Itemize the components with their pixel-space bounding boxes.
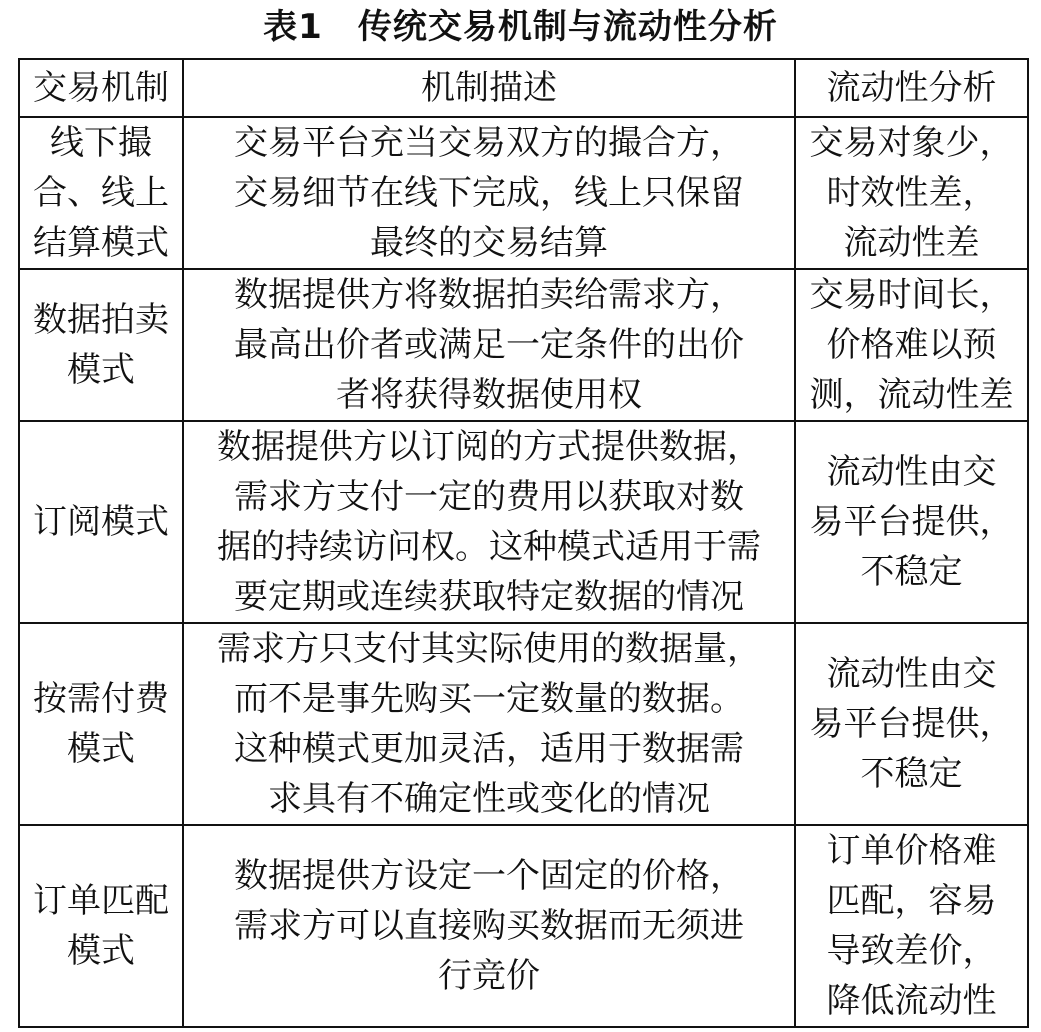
- description-cell-line: 数据提供方以订阅的方式提供数据，: [217, 427, 761, 467]
- mechanism-cell-line: 数据拍卖: [33, 300, 169, 340]
- liquidity-cell-line: 交易对象少，: [809, 123, 1014, 163]
- description-cell: [183, 623, 795, 825]
- description-cell-line: 要定期或连续获取特定数据的情况: [234, 577, 744, 617]
- description-cell-line: 需求方可以直接购买数据而无须进: [234, 906, 744, 946]
- table-row: [19, 269, 1028, 421]
- mechanism-cell-line: 订单匹配: [33, 881, 169, 921]
- mechanism-cell: [19, 117, 183, 269]
- table-row: [19, 623, 1028, 825]
- description-cell-line: 者将获得数据使用权: [336, 375, 642, 415]
- description-cell: [183, 269, 795, 421]
- description-cell: [183, 825, 795, 1027]
- mechanism-cell-line: 结算模式: [33, 223, 169, 263]
- liquidity-cell-line: 时效性差，: [826, 173, 997, 213]
- liquidity-cell: [795, 421, 1028, 623]
- header-row: [19, 59, 1028, 117]
- liquidity-cell: [795, 825, 1028, 1027]
- description-cell-line: 数据提供方将数据拍卖给需求方，: [234, 275, 744, 315]
- description-cell-line: 需求方只支付其实际使用的数据量，: [217, 629, 761, 669]
- liquidity-cell: [795, 269, 1028, 421]
- description-cell-line: 需求方支付一定的费用以获取对数: [234, 477, 744, 517]
- mechanism-cell: [19, 421, 183, 623]
- liquidity-cell-line: 流动性由交: [826, 654, 997, 694]
- mechanism-cell: [19, 623, 183, 825]
- table-row: [19, 117, 1028, 269]
- description-cell-line: 最高出价者或满足一定条件的出价: [234, 325, 744, 365]
- liquidity-cell-line: 不稳定: [860, 754, 963, 794]
- mechanism-cell-line: 订阅模式: [33, 502, 169, 542]
- liquidity-cell-line: 降低流动性: [826, 981, 997, 1021]
- table-body: [19, 117, 1028, 1027]
- description-cell-line: 求具有不确定性或变化的情况: [268, 779, 710, 819]
- mechanism-cell: [19, 825, 183, 1027]
- header-description: 机制描述: [183, 59, 795, 117]
- mechanism-cell-line: 模式: [67, 729, 135, 769]
- description-cell-line: 最终的交易结算: [370, 223, 608, 263]
- liquidity-cell-line: 匹配，容易: [826, 881, 997, 921]
- table-row: [19, 421, 1028, 623]
- liquidity-cell-line: 订单价格难: [826, 831, 997, 871]
- liquidity-cell-line: 交易时间长，: [809, 275, 1014, 315]
- liquidity-cell-line: 易平台提供，: [809, 502, 1014, 542]
- liquidity-cell-line: 测，流动性差: [809, 375, 1014, 415]
- liquidity-cell-line: 导致差价，: [826, 931, 997, 971]
- header-liquidity: 流动性分析: [795, 59, 1028, 117]
- liquidity-cell-line: 流动性差: [843, 223, 980, 263]
- description-cell-line: 行竞价: [438, 956, 540, 996]
- description-cell-line: 数据提供方设定一个固定的价格，: [234, 856, 744, 896]
- description-cell-line: 据的持续访问权。这种模式适用于需: [217, 527, 761, 567]
- description-cell-line: 而不是事先购买一定数量的数据。: [234, 679, 744, 719]
- description-cell-line: 这种模式更加灵活，适用于数据需: [234, 729, 744, 769]
- mechanism-table: [18, 58, 1029, 1028]
- liquidity-cell: [795, 623, 1028, 825]
- liquidity-cell-line: 流动性由交: [826, 452, 997, 492]
- liquidity-cell: [795, 117, 1028, 269]
- liquidity-cell-line: 易平台提供，: [809, 704, 1014, 744]
- header-mechanism: 交易机制: [19, 59, 183, 117]
- description-cell: [183, 117, 795, 269]
- mechanism-cell: [19, 269, 183, 421]
- table-row: [19, 825, 1028, 1027]
- description-cell-line: 交易细节在线下完成，线上只保留: [234, 173, 744, 213]
- mechanism-cell-line: 线下撮: [50, 123, 152, 163]
- liquidity-cell-line: 不稳定: [860, 552, 963, 592]
- mechanism-cell-line: 模式: [67, 931, 135, 971]
- mechanism-cell-line: 按需付费: [33, 679, 169, 719]
- liquidity-cell-line: 价格难以预: [826, 325, 997, 365]
- description-cell: [183, 421, 795, 623]
- mechanism-cell-line: 合、线上: [33, 173, 169, 213]
- mechanism-cell-line: 模式: [67, 350, 135, 390]
- table-title: 表1 传统交易机制与流动性分析: [263, 7, 778, 47]
- description-cell-line: 交易平台充当交易双方的撮合方，: [234, 123, 744, 163]
